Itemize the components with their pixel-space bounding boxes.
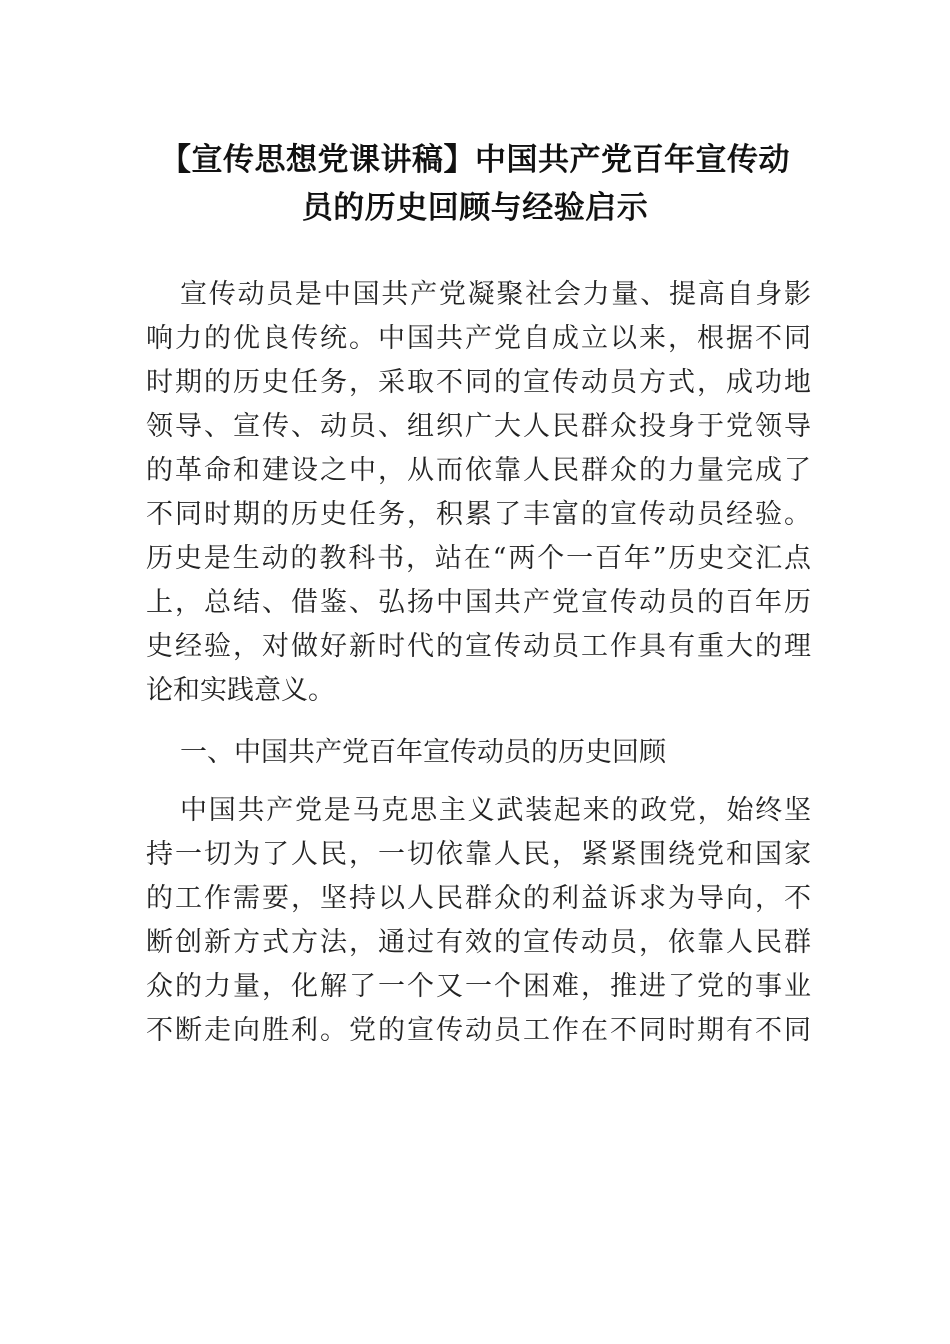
paragraph-2-line-1: 中国共产党是马克思主义武装起来的政党，始终坚 <box>180 795 811 826</box>
paragraph-1-line-5: 的革命和建设之中，从而依靠人民群众的力量完成了 <box>146 455 811 486</box>
paragraph-2-line-5: 众的力量，化解了一个又一个困难，推进了党的事业 <box>146 971 811 1002</box>
document-title <box>140 136 810 232</box>
paragraph-1-line-9: 史经验，对做好新时代的宣传动员工作具有重大的理 <box>146 631 811 662</box>
paragraph-2-line-2: 持一切为了人民，一切依靠人民，紧紧围绕党和国家 <box>146 839 811 870</box>
paragraph-2-line-6: 不断走向胜利。党的宣传动员工作在不同时期有不同 <box>146 1015 811 1046</box>
title-line-2: 员的历史回顾与经验启示 <box>301 190 649 226</box>
paragraph-1-line-2: 响力的优良传统。中国共产党自成立以来，根据不同 <box>146 323 811 354</box>
section-heading: 一、中国共产党百年宣传动员的历史回顾 <box>180 737 666 768</box>
paragraph-1-line-8: 上，总结、借鉴、弘扬中国共产党宣传动员的百年历 <box>146 587 811 618</box>
paragraph-1-line-3: 时期的历史任务，采取不同的宣传动员方式，成功地 <box>146 367 811 398</box>
title-line-1: 【宣传思想党课讲稿】中国共产党百年宣传动 <box>160 142 790 178</box>
paragraph-1-line-4: 领导、宣传、动员、组织广大人民群众投身于党领导 <box>146 411 811 442</box>
paragraph-1-line-7: 历史是生动的教科书，站在“两个一百年”历史交汇点 <box>146 543 811 574</box>
paragraph-1-line-10: 论和实践意义。 <box>146 675 335 706</box>
paragraph-1-line-6: 不同时期的历史任务，积累了丰富的宣传动员经验。 <box>146 499 811 530</box>
paragraph-2-line-4: 断创新方式方法，通过有效的宣传动员，依靠人民群 <box>146 927 811 958</box>
paragraph-2-line-3: 的工作需要，坚持以人民群众的利益诉求为导向，不 <box>146 883 811 914</box>
paragraph-1-line-1: 宣传动员是中国共产党凝聚社会力量、提高自身影 <box>180 279 811 310</box>
